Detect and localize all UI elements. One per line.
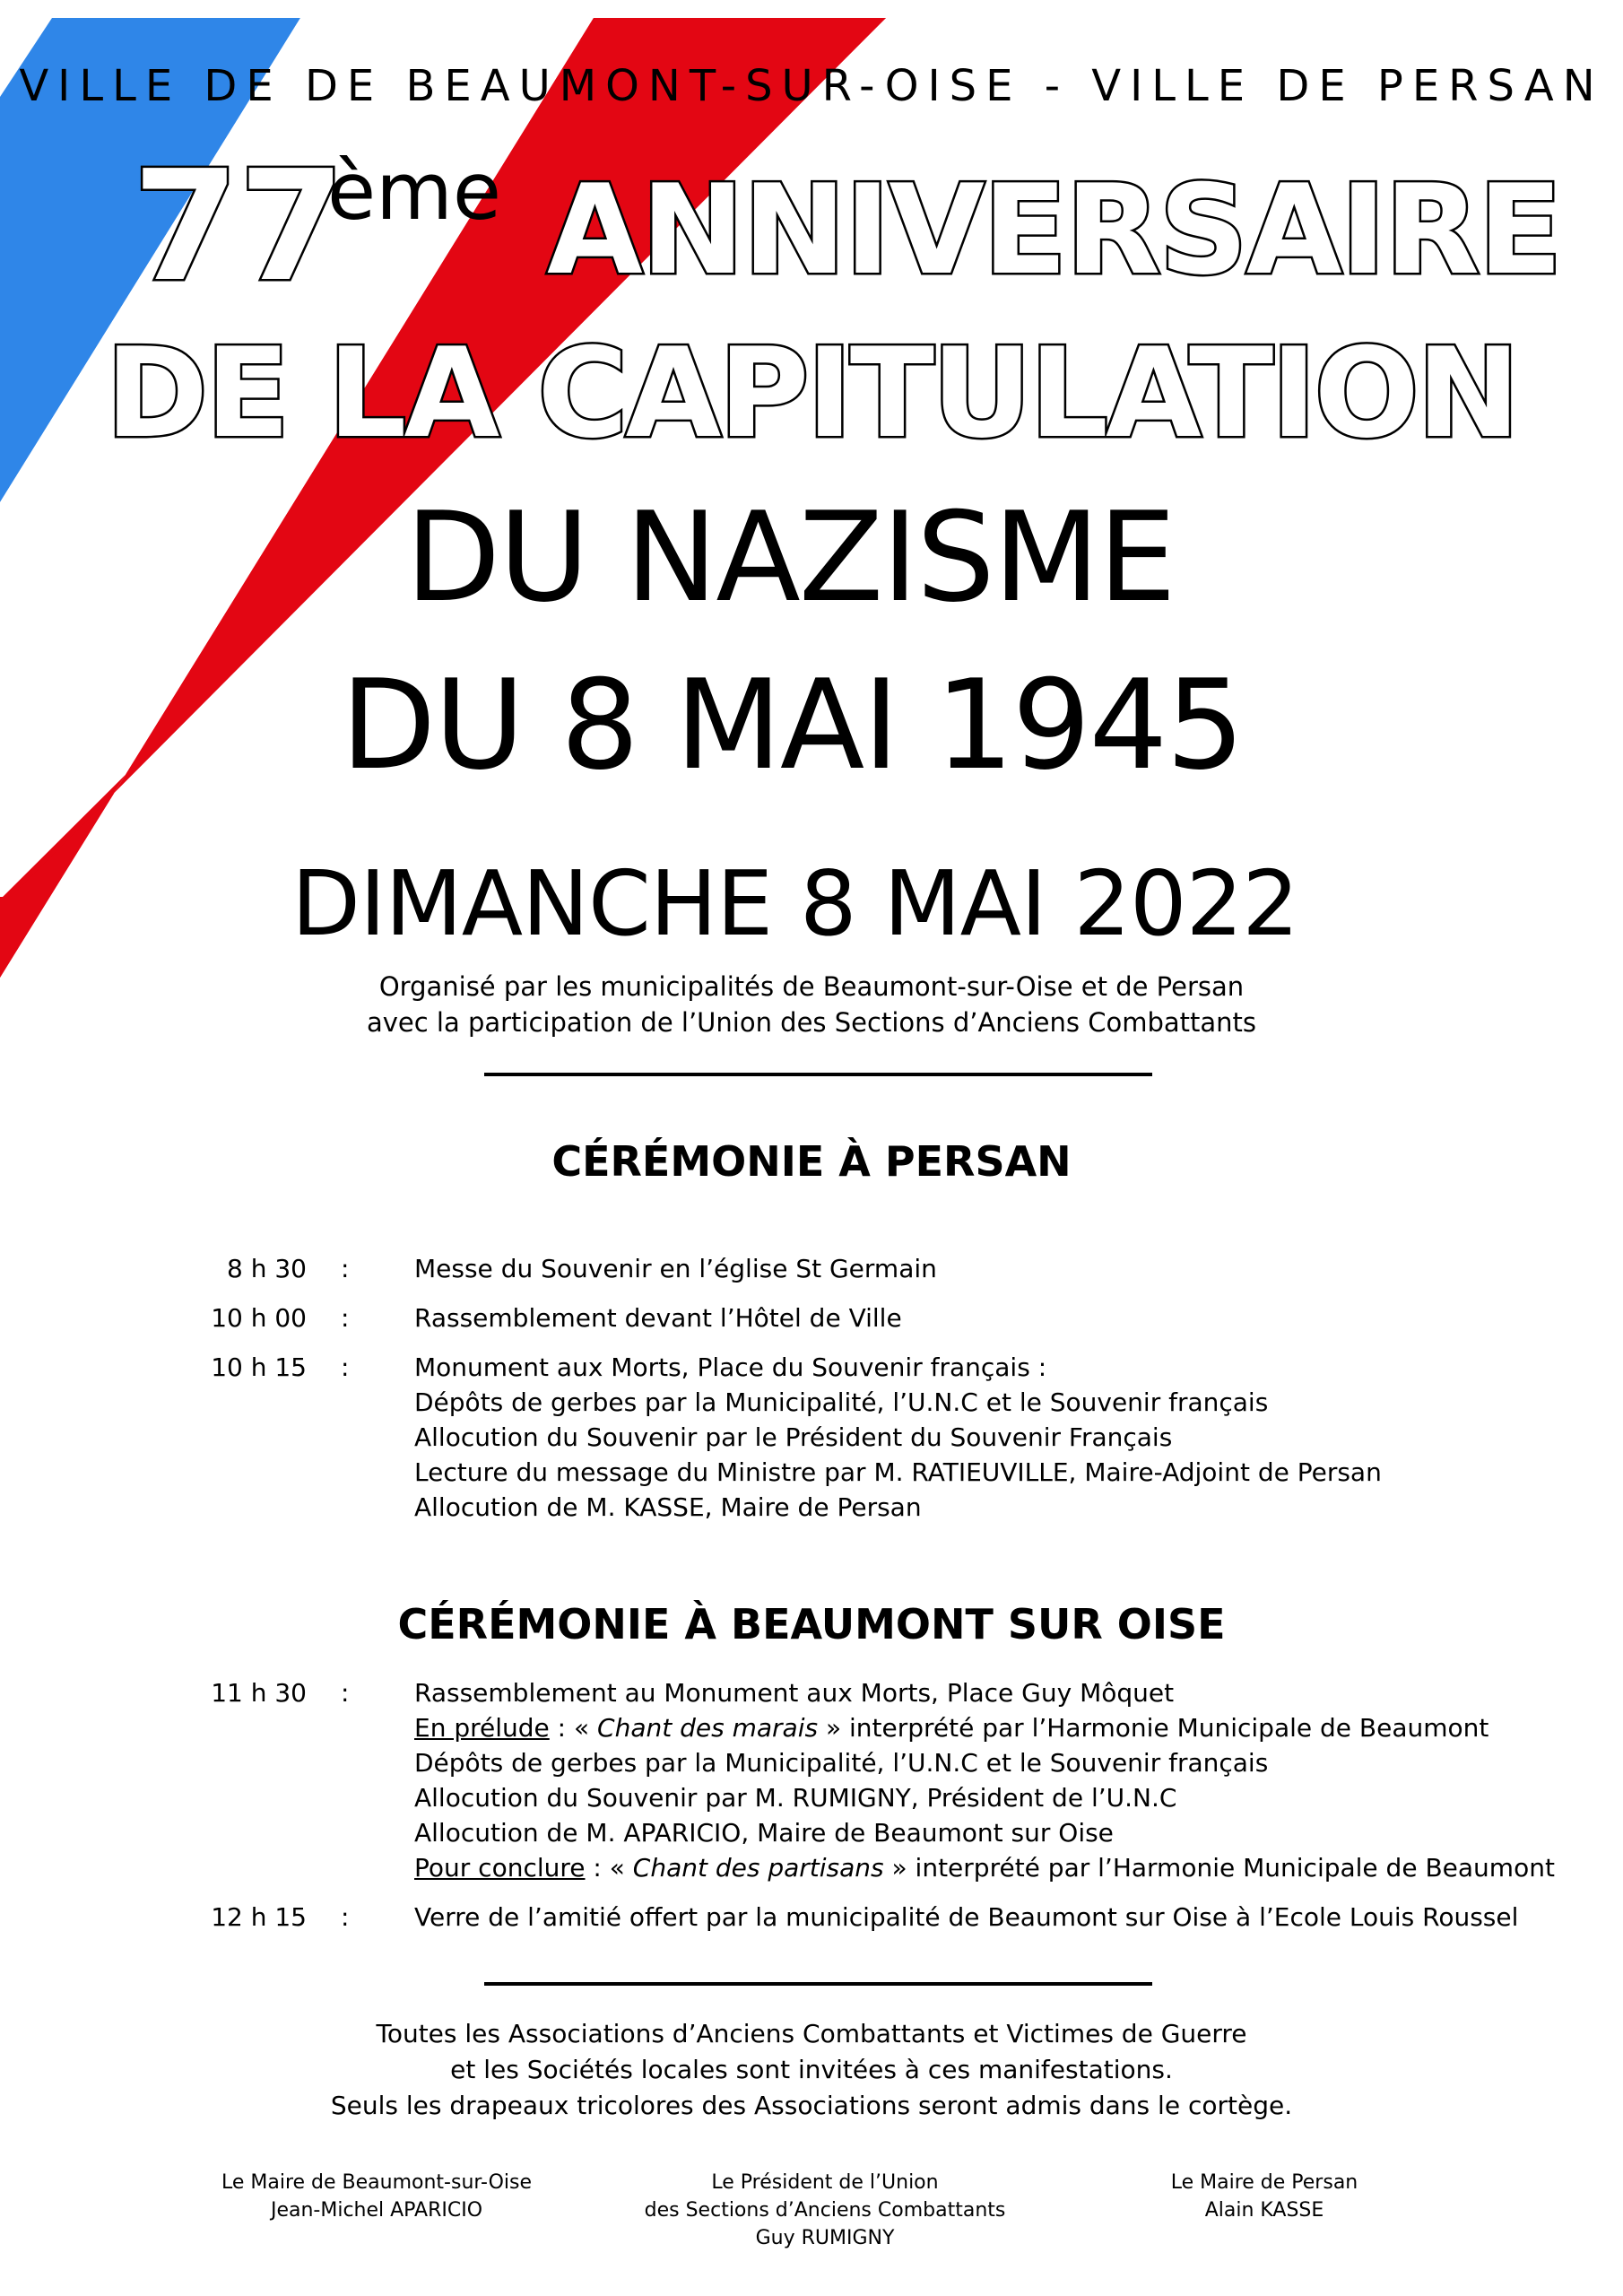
prelude-rest: » interprété par l’Harmonie Municipale de Beaumont: [818, 1713, 1489, 1743]
schedule-description: Rassemblement au Monument aux Morts, Place Guy Môquet: [414, 1678, 1175, 1708]
title-line-1: ANNIVERSAIRE: [547, 158, 1561, 302]
conclude-line: [414, 1850, 1598, 1885]
footer-line-2: et les Sociétés locales sont invitées à ces manifestations.: [450, 2055, 1173, 2084]
schedule-description: Dépôts de gerbes par la Municipalité, l’U.N.C et le Souvenir français: [414, 1748, 1269, 1778]
signature-persan-mayor: [1089, 2169, 1439, 2224]
signature-role: Le Maire de Persan: [1170, 2171, 1358, 2194]
schedule-description: Allocution du Souvenir par M. RUMIGNY, Président de l’U.N.C: [414, 1783, 1177, 1813]
schedule-time: 10 h 15: [211, 1352, 307, 1382]
conclude-label: Pour conclure: [414, 1853, 586, 1883]
conclude-rest: » interprété par l’Harmonie Municipale de Beaumont: [883, 1853, 1555, 1883]
anniversary-number: 77: [133, 138, 345, 316]
schedule-time: 11 h 30: [211, 1678, 307, 1708]
schedule-separator: :: [341, 1254, 350, 1283]
schedule-time: 12 h 15: [211, 1902, 307, 1932]
title-line-2: DE LA CAPITULATION: [105, 321, 1518, 465]
signature-union-president: [628, 2169, 1022, 2252]
schedule-time: 10 h 00: [211, 1303, 307, 1333]
schedule-time: 8 h 30: [227, 1254, 307, 1283]
schedule-separator: :: [341, 1303, 350, 1333]
schedule-description: Allocution du Souvenir par le Président du Souvenir Français: [414, 1422, 1173, 1452]
municipalities-header: VILLE DE DE BEAUMONT-SUR-OISE - VILLE DE PERSAN: [19, 61, 1604, 111]
prelude-line: [414, 1710, 1598, 1745]
event-date: DIMANCHE 8 MAI 2022: [291, 851, 1298, 956]
schedule-description: Messe du Souvenir en l’église St Germain: [414, 1254, 937, 1283]
schedule-description: Lecture du message du Ministre par M. RATIEUVILLE, Maire-Adjoint de Persan: [414, 1457, 1382, 1487]
schedule-description: Dépôts de gerbes par la Municipalité, l’U.N.C et le Souvenir français: [414, 1387, 1269, 1417]
schedule-description: Verre de l’amitié offert par la municipalité de Beaumont sur Oise à l’Ecole Louis Roussel: [414, 1902, 1519, 1932]
signature-role: Le Maire de Beaumont-sur-Oise: [221, 2171, 533, 2194]
schedule-separator: :: [341, 1352, 350, 1382]
signature-role-2: des Sections d’Anciens Combattants: [644, 2199, 1006, 2222]
conclude-open: : «: [585, 1853, 633, 1883]
organisation-line-2: avec la participation de l’Union des Sections d’Anciens Combattants: [366, 1007, 1257, 1038]
footer-line-3: Seuls les drapeaux tricolores des Associations seront admis dans le cortège.: [330, 2091, 1293, 2120]
beaumont-heading: CÉRÉMONIE À BEAUMONT SUR OISE: [397, 1600, 1226, 1648]
schedule-description: Rassemblement devant l’Hôtel de Ville: [414, 1303, 902, 1333]
title-line-4: DU 8 MAI 1945: [341, 653, 1244, 797]
divider-bottom: [484, 1982, 1152, 1986]
title-line-3: DU NAZISME: [405, 485, 1175, 630]
prelude-label: En prélude: [414, 1713, 550, 1743]
schedule-description: Allocution de M. APARICIO, Maire de Beaumont sur Oise: [414, 1818, 1114, 1848]
signature-beaumont-mayor: [188, 2169, 565, 2224]
conclude-title: Chant des partisans: [632, 1853, 884, 1883]
prelude-open: : «: [549, 1713, 598, 1743]
signature-role: Le Président de l’Union: [711, 2171, 939, 2194]
anniversary-superscript: ème: [327, 145, 502, 238]
prelude-title: Chant des marais: [597, 1713, 819, 1743]
footer-line-1: Toutes les Associations d’Anciens Combattants et Victimes de Guerre: [376, 2019, 1247, 2048]
schedule-separator: :: [341, 1678, 350, 1708]
persan-heading: CÉRÉMONIE À PERSAN: [551, 1137, 1072, 1186]
signature-name: Jean-Michel APARICIO: [270, 2199, 483, 2222]
schedule-description: Monument aux Morts, Place du Souvenir français :: [414, 1352, 1047, 1382]
schedule-description: Allocution de M. KASSE, Maire de Persan: [414, 1492, 922, 1522]
divider-top: [484, 1073, 1152, 1076]
organisation-line-1: Organisé par les municipalités de Beaumont-sur-Oise et de Persan: [378, 971, 1245, 1002]
signature-name: Guy RUMIGNY: [755, 2227, 895, 2249]
schedule-separator: :: [341, 1902, 350, 1932]
signature-name: Alain KASSE: [1204, 2199, 1324, 2222]
